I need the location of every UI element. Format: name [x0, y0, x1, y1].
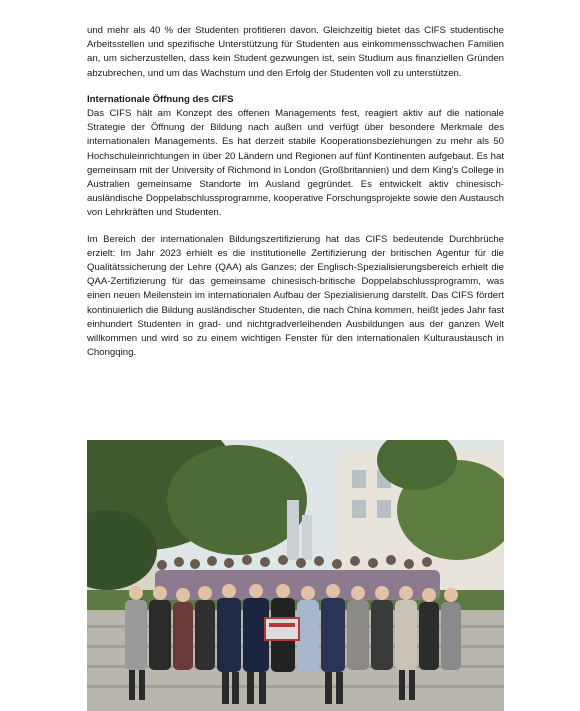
intro-paragraph: und mehr als 40 % der Studenten profitieren davon. Gleichzeitig bietet das CIFS studentische Arbeitsstellen und spezifische Unterstützung für Studenten aus einkommensschwachen Familien an, um sicherzustellen, dass kein Student gezwungen ist, sein Studium aus finanziellen Gründen abzubrechen, und um das Wachstum und den Erfolg der Studenten voll zu unterstützen. [87, 25, 504, 79]
certification-paragraph: Im Bereich der internationalen Bildungszertifizierung hat das CIFS bedeutende Durchbrüche erzielt: Im Jahr 2023 erhielt es die institutionelle Zertifizierung der britischen Agentur für die Qualitätssicherung der Lehre (QAA) als Ganzes; der Englisch-Spezialisierungsbereich erhielt die QAA-Zertifizierung für das gemeinsame chinesisch-britische Doppelabschlussprogramm, was einen neuen Meilenstein im internationalen Aufbau der Spezialisierung darstellt. Das CIFS fördert kontinuierlich die Bildung ausländischer Studenten, die nach China kommen, heißt jedes Jahr fast einhundert Studenten in grad- und nichtgradverleihenden Ausbildungen aus der ganzen Welt willkommen und wird so zu einem wichtigen Fenster für den internationalen Kulturaustausch in Chongqing. [87, 233, 504, 359]
group-photo-illustration [87, 440, 504, 711]
text-column [87, 24, 504, 372]
group-photo [87, 440, 504, 711]
section-heading: Internationale Öffnung des CIFS [87, 93, 234, 105]
opening-paragraph: Das CIFS hält am Konzept des offenen Managements fest, reagiert aktiv auf die nationale Strategie der Öffnung der Bildung nach außen und verfügt über besondere Merkmale des internationalen Managements. Es hat derzeit stabile Kooperationsbeziehungen zu mehr als 50 Hochschuleinrichtungen in über 20 Ländern und Regionen auf fünf Kontinenten aufgebaut. Es hat gemeinsam mit der University of Richmond in London (Großbritannien) und dem King's College in Australien gemeinsame Standorte im Ausland gegründet. Es entwickelt aktiv chinesisch-ausländische Doppelabschlussprogramme, kooperative Forschungsprojekte sowie den Austausch von Lehrkräften und Studenten. [87, 108, 504, 219]
